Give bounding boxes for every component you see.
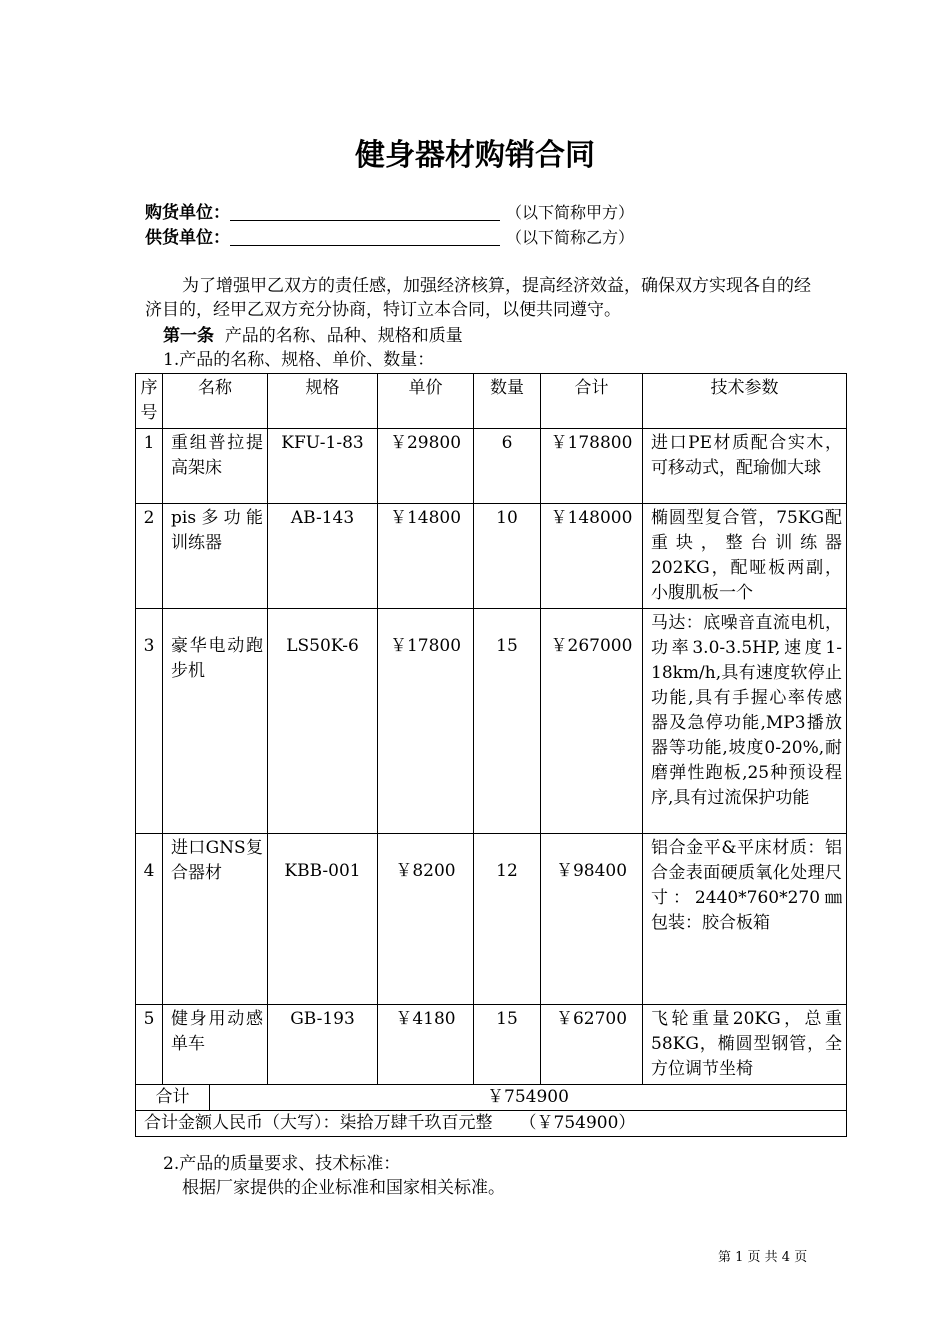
row-total: ￥178800: [541, 429, 643, 504]
row-total: ￥98400: [541, 834, 643, 1005]
row-qty: 12: [474, 834, 541, 1005]
row-name: 健身用动感单车: [163, 1005, 268, 1085]
item-2-heading: 2.产品的质量要求、技术标准：: [163, 1154, 401, 1174]
row-tech: 进口PE材质配合实木，可移动式，配瑜伽大球: [643, 429, 847, 504]
row-name: 豪华电动跑步机: [163, 609, 268, 834]
amount-figure: （￥754900）: [519, 1113, 636, 1133]
seller-blank-field[interactable]: [230, 225, 500, 246]
row-spec: KFU-1-83: [268, 429, 378, 504]
row-total: ￥148000: [541, 504, 643, 609]
page-title: 健身器材购销合同: [355, 138, 595, 173]
article-1-heading: [163, 324, 463, 348]
row-name: 重组普拉提高架床: [163, 429, 268, 504]
row-price: ￥8200: [378, 834, 474, 1005]
header-price: 单价: [378, 374, 474, 429]
buyer-note: （以下简称甲方）: [506, 203, 635, 222]
row-qty: 10: [474, 504, 541, 609]
amount-words: 合计金额人民币（大写）：柒拾万肆千玖百元整: [144, 1113, 493, 1133]
table-row: [136, 1005, 847, 1085]
seller-line: [145, 225, 634, 249]
amount-words-row: [136, 1111, 847, 1137]
item-1-heading: 1.产品的名称、规格、单价、数量：: [163, 350, 435, 370]
row-qty: 15: [474, 1005, 541, 1085]
row-spec: LS50K-6: [268, 609, 378, 834]
buyer-blank-field[interactable]: [230, 200, 500, 221]
page-number: 第 1 页 共 4 页: [718, 1250, 808, 1265]
row-price: ￥29800: [378, 429, 474, 504]
article-1-label: 第一条: [163, 326, 214, 346]
row-spec: GB-193: [268, 1005, 378, 1085]
row-seq: 5: [136, 1005, 163, 1085]
header-tech: 技术参数: [643, 374, 847, 429]
table-row: [136, 504, 847, 609]
row-seq: 4: [136, 834, 163, 1005]
row-price: ￥17800: [378, 609, 474, 834]
seller-label: 供货单位：: [145, 228, 230, 248]
header-total: 合计: [541, 374, 643, 429]
row-seq: 1: [136, 429, 163, 504]
buyer-line: [145, 200, 634, 224]
sum-row: [136, 1085, 847, 1111]
row-tech: 铝合金平&平床材质：铝合金表面硬质氧化处理尺寸：2440*760*270㎜包装：胶合板箱: [643, 834, 847, 1005]
header-name: 名称: [163, 374, 268, 429]
row-seq: 3: [136, 609, 163, 834]
header-spec: 规格: [268, 374, 378, 429]
seller-note: （以下简称乙方）: [506, 228, 635, 247]
row-qty: 6: [474, 429, 541, 504]
product-table: [135, 373, 847, 1137]
intro-paragraph: 为了增强甲乙双方的责任感，加强经济核算，提高经济效益，确保双方实现各自的经济目的，经甲乙双方充分协商，特订立本合同，以便共同遵守。: [145, 276, 811, 320]
row-tech: 飞轮重量20KG，总重58KG，椭圆型钢管，全方位调节坐椅: [643, 1005, 847, 1085]
row-spec: AB-143: [268, 504, 378, 609]
sum-value: ￥754900: [210, 1085, 847, 1111]
row-tech: 椭圆型复合管，75KG配重块，整台训练器202KG，配哑板两副，小腹肌板一个: [643, 504, 847, 609]
row-tech: 马达：底噪音直流电机，功率3.0-3.5HP,速度1-18km/h,具有速度软停止功能,具有手握心率传感器及急停功能,MP3播放器等功能,坡度0-20%,耐磨弹性跑板,25种预设程序,具有过流保护功能: [643, 609, 847, 834]
sum-label: 合计: [136, 1085, 210, 1111]
row-price: ￥14800: [378, 504, 474, 609]
table-row: [136, 834, 847, 1005]
article-1-text: 产品的名称、品种、规格和质量: [224, 326, 463, 346]
row-seq: 2: [136, 504, 163, 609]
amount-words-cell: [136, 1111, 847, 1137]
buyer-label: 购货单位：: [145, 203, 230, 223]
header-seq: 序号: [136, 374, 163, 429]
row-price: ￥4180: [378, 1005, 474, 1085]
row-spec: KBB-001: [268, 834, 378, 1005]
table-row: [136, 609, 847, 834]
item-2-text: 根据厂家提供的企业标准和国家相关标准。: [182, 1178, 505, 1198]
row-name: pis多功能训练器: [163, 504, 268, 609]
row-qty: 15: [474, 609, 541, 834]
table-row: [136, 429, 847, 504]
row-name: 进口GNS复合器材: [163, 834, 268, 1005]
header-qty: 数量: [474, 374, 541, 429]
table-header-row: [136, 374, 847, 429]
row-total: ￥267000: [541, 609, 643, 834]
row-total: ￥62700: [541, 1005, 643, 1085]
